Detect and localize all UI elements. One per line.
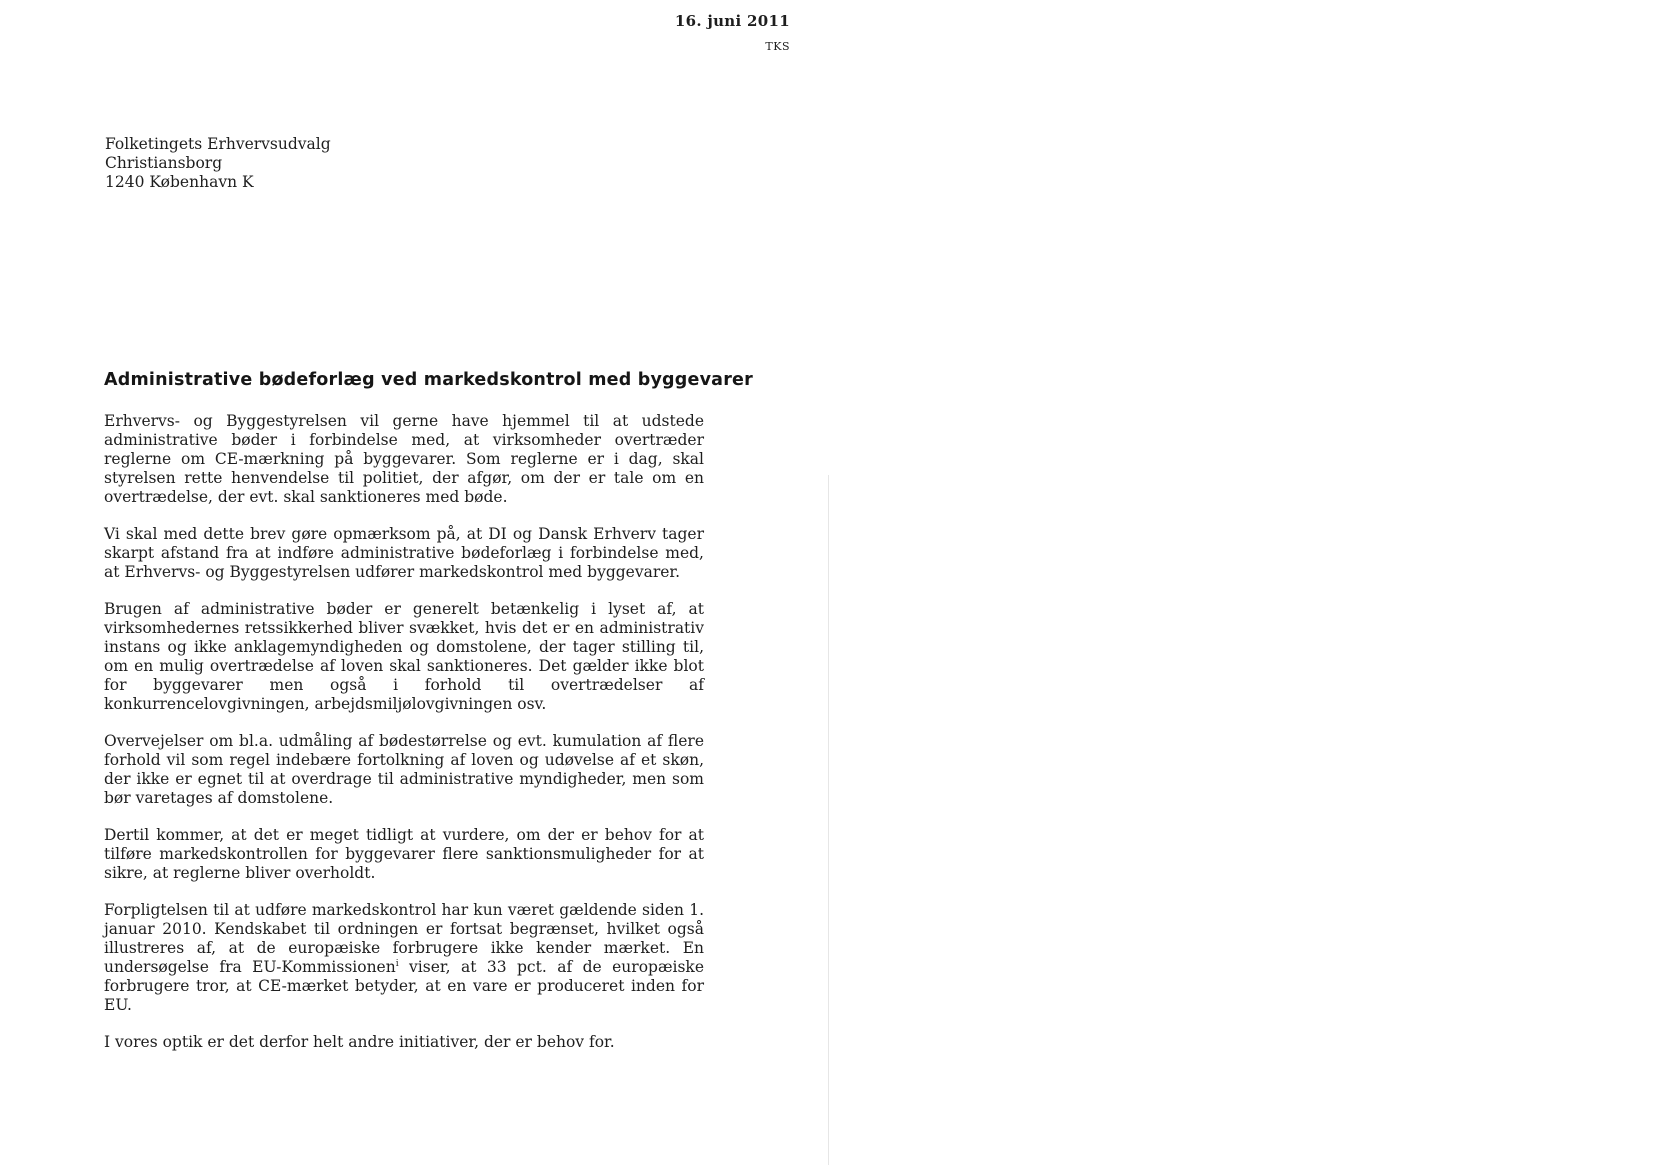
paragraph-1: Erhvervs- og Byggestyrelsen vil gerne have hjemmel til at udstede administrative bøder i forbindelse med, at virksomheder overtræder reglerne om CE-mærkning på byggevarer. Som reglerne er i dag, skal styrelsen rette henvendelse til politiet, der afgør, om der er tale om en overtrædelse, der evt. skal sanktioneres med bøde.	[104, 412, 704, 506]
recipient-name: Folketingets Erhvervsudvalg	[105, 135, 331, 153]
recipient-address	[105, 135, 331, 192]
paragraph-3: Brugen af administrative bøder er generelt betænkelig i lyset af, at virksomhedernes retssikkerhed bliver svækket, hvis det er en administrativ instans og ikke anklagemyndigheden og domstolene, der tager stilling til, om en mulig overtrædelse af loven skal sanktioneres. Det gælder ikke blot for byggevarer men også i forhold til overtrædelser af konkurrencelovgivningen, arbejdsmiljølovgivningen osv.	[104, 600, 704, 713]
paragraph-6-text-b: viser, at 33 pct. af de europæiske forbrugere tror, at CE-mærket betyder, at en vare er produceret inden for EU.	[104, 958, 704, 1014]
sender-initials: TKS	[765, 40, 790, 53]
paragraph-5: Dertil kommer, at det er meget tidligt at vurdere, om der er behov for at tilføre markedskontrollen for byggevarer flere sanktionsmuligheder for at sikre, at reglerne bliver overholdt.	[104, 826, 704, 882]
paragraph-7: I vores optik er det derfor helt andre initiativer, der er behov for.	[104, 1033, 615, 1051]
paragraph-2: Vi skal med dette brev gøre opmærksom på, at DI og Dansk Erhverv tager skarpt afstand fra at indføre administrative bødeforlæg i forbindelse med, at Erhvervs- og Byggestyrelsen udfører markedskontrol med byggevarer.	[104, 525, 704, 581]
paragraph-6	[104, 901, 704, 1015]
letter-date: 16. juni 2011	[674, 12, 790, 30]
paragraph-6-text-a: Forpligtelsen til at udføre markedskontrol har kun været gældende siden 1. januar 2010. Kendskabet til ordningen er fortsat begrænset, hvilket også illustreres af, at de europæiske forbrugere ikke kender mærket. En undersøgelse fra EU-Kommissionen	[104, 901, 704, 976]
page-divider	[828, 475, 829, 1165]
recipient-city: 1240 København K	[105, 173, 254, 191]
recipient-building: Christiansborg	[105, 154, 223, 172]
footnote-marker: i	[395, 958, 399, 969]
letter-heading: Administrative bødeforlæg ved markedskontrol med byggevarer	[104, 370, 753, 390]
letter-body	[104, 412, 704, 1052]
paragraph-4: Overvejelser om bl.a. udmåling af bødestørrelse og evt. kumulation af flere forhold vil som regel indebære fortolkning af loven og udøvelse af et skøn, der ikke er egnet til at overdrage til administrative myndigheder, men som bør varetages af domstolene.	[104, 732, 704, 807]
